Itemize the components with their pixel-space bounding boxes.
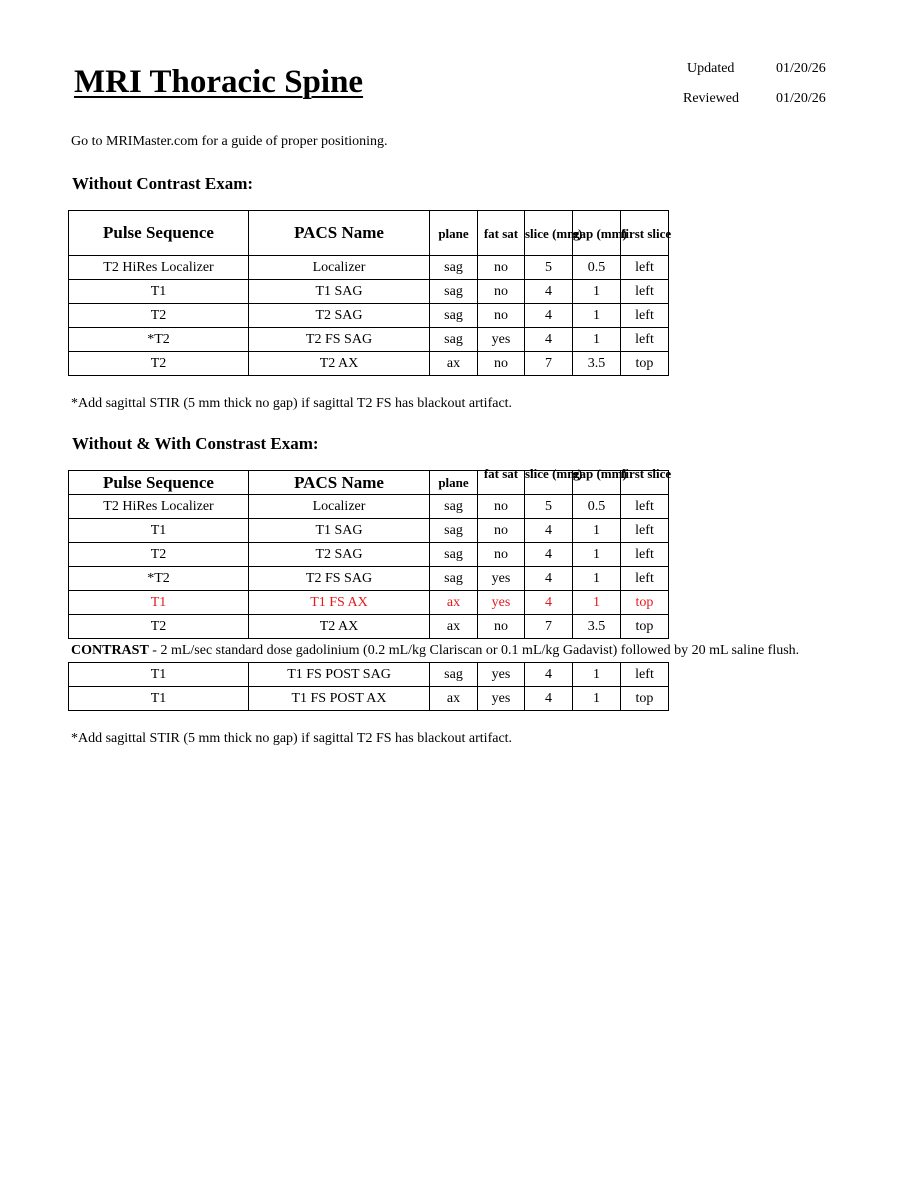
exam1-header-row [69,211,669,256]
table-row [69,495,669,519]
header-pulse-sequence: Pulse Sequence [69,471,249,495]
cell-pacs-name: T2 AX [249,352,430,376]
cell-plane: sag [430,567,478,591]
cell-plane: ax [430,687,478,711]
cell-fat-sat: yes [478,567,525,591]
cell-first-slice: left [621,567,669,591]
table-row [69,543,669,567]
table-row [69,256,669,280]
cell-fat-sat: no [478,352,525,376]
exam1-rows [69,256,669,376]
header-gap-text: gap (mm) [573,466,627,481]
cell-plane: sag [430,495,478,519]
cell-pacs-name: T2 AX [249,615,430,639]
cell-pulse-sequence: *T2 [69,567,249,591]
cell-gap: 1 [573,663,621,687]
cell-fat-sat: yes [478,687,525,711]
cell-first-slice: top [621,687,669,711]
cell-slice: 4 [525,663,573,687]
cell-pulse-sequence: T2 [69,615,249,639]
cell-slice: 7 [525,615,573,639]
cell-pacs-name: T1 FS AX [249,591,430,615]
cell-slice: 4 [525,304,573,328]
cell-pulse-sequence: T1 [69,591,249,615]
cell-first-slice: left [621,495,669,519]
cell-pulse-sequence: *T2 [69,328,249,352]
cell-slice: 4 [525,687,573,711]
exam1-table [68,210,672,376]
cell-fat-sat: yes [478,328,525,352]
cell-gap: 1 [573,304,621,328]
cell-slice: 4 [525,328,573,352]
header-fat-sat-text: fat sat [483,466,519,481]
cell-gap: 1 [573,591,621,615]
header-gap: gap (mm) [573,211,621,256]
table-row [69,304,669,328]
cell-pacs-name: T2 SAG [249,543,430,567]
cell-plane: ax [430,615,478,639]
cell-pulse-sequence: T1 [69,663,249,687]
cell-first-slice: top [621,615,669,639]
cell-plane: sag [430,519,478,543]
header-fat-sat [478,466,525,495]
reviewed-label: Reviewed [683,91,739,106]
cell-gap: 0.5 [573,495,621,519]
cell-first-slice: left [621,663,669,687]
header-plane: plane [430,211,478,256]
header-pulse-sequence: Pulse Sequence [69,211,249,256]
cell-slice: 5 [525,495,573,519]
reviewed-date: 01/20/26 [776,91,826,106]
cell-gap: 0.5 [573,256,621,280]
exam2-post-table [68,662,669,711]
header-plane: plane [430,471,478,495]
updated-label: Updated [687,61,735,76]
header-gap [573,466,627,495]
cell-pacs-name: T1 FS POST SAG [249,663,430,687]
cell-pacs-name: T2 SAG [249,304,430,328]
cell-fat-sat: no [478,495,525,519]
header-first-slice [621,466,672,495]
cell-fat-sat: no [478,615,525,639]
table-row [69,687,669,711]
exam2-post-rows [69,663,669,711]
cell-gap: 1 [573,519,621,543]
cell-first-slice: left [621,304,669,328]
exam2-heading: Without & With Constrast Exam: [72,434,319,453]
cell-pacs-name: T1 SAG [249,280,430,304]
page-title: MRI Thoracic Spine [74,64,364,100]
contrast-label: CONTRAST [71,643,149,658]
cell-pacs-name: Localizer [249,495,430,519]
header-slice: slice (mm) [525,211,573,256]
header-first-slice: first slice [621,211,669,256]
cell-slice: 4 [525,280,573,304]
cell-pulse-sequence: T2 HiRes Localizer [69,495,249,519]
cell-slice: 5 [525,256,573,280]
header-slice-text: slice (mm) [525,466,583,481]
cell-gap: 1 [573,328,621,352]
cell-fat-sat: yes [478,663,525,687]
contrast-text: - 2 mL/sec standard dose gadolinium (0.2 mL/kg Clariscan or 0.1 mL/kg Gadavist) followed by 20 mL saline flush. [148,643,800,658]
table-row [69,280,669,304]
cell-pulse-sequence: T1 [69,519,249,543]
cell-first-slice: left [621,328,669,352]
header-fat-sat: fat sat [478,211,525,256]
cell-pulse-sequence: T2 [69,304,249,328]
cell-pulse-sequence: T1 [69,687,249,711]
header-pacs-name: PACS Name [249,471,430,495]
exam2-note: *Add sagittal STIR (5 mm thick no gap) if sagittal T2 FS has blackout artifact. [71,731,513,746]
cell-first-slice: top [621,352,669,376]
cell-slice: 4 [525,519,573,543]
exam2-header-row [69,471,669,495]
header-first-slice-text: first slice [621,466,672,481]
cell-gap: 3.5 [573,615,621,639]
cell-fat-sat: yes [478,591,525,615]
table-row [69,567,669,591]
cell-plane: sag [430,280,478,304]
table-row [69,615,669,639]
cell-gap: 1 [573,543,621,567]
cell-slice: 4 [525,591,573,615]
cell-gap: 1 [573,280,621,304]
exam2-rows [69,495,669,639]
cell-pulse-sequence: T2 [69,352,249,376]
cell-plane: sag [430,304,478,328]
cell-pulse-sequence: T2 HiRes Localizer [69,256,249,280]
cell-plane: sag [430,663,478,687]
cell-fat-sat: no [478,543,525,567]
intro-text: Go to MRIMaster.com for a guide of proper positioning. [71,134,388,149]
cell-plane: ax [430,352,478,376]
exam1-heading: Without Contrast Exam: [72,174,254,193]
cell-fat-sat: no [478,280,525,304]
exam1-note: *Add sagittal STIR (5 mm thick no gap) if sagittal T2 FS has blackout artifact. [71,396,513,411]
cell-fat-sat: no [478,519,525,543]
cell-plane: sag [430,256,478,280]
cell-first-slice: left [621,519,669,543]
cell-pulse-sequence: T1 [69,280,249,304]
cell-fat-sat: no [478,256,525,280]
cell-gap: 1 [573,687,621,711]
cell-slice: 7 [525,352,573,376]
cell-plane: ax [430,591,478,615]
cell-gap: 1 [573,567,621,591]
cell-plane: sag [430,328,478,352]
table-row [69,663,669,687]
cell-first-slice: top [621,591,669,615]
contrast-instructions [71,643,799,659]
cell-first-slice: left [621,543,669,567]
table-row [69,328,669,352]
cell-pacs-name: Localizer [249,256,430,280]
cell-pulse-sequence: T2 [69,543,249,567]
table-row [69,352,669,376]
cell-pacs-name: T1 FS POST AX [249,687,430,711]
cell-pacs-name: T2 FS SAG [249,567,430,591]
table-row [69,591,669,615]
table-row [69,519,669,543]
exam2-table [68,466,672,639]
cell-first-slice: left [621,280,669,304]
cell-pacs-name: T1 SAG [249,519,430,543]
cell-gap: 3.5 [573,352,621,376]
header-pacs-name: PACS Name [249,211,430,256]
updated-date: 01/20/26 [776,61,826,76]
cell-slice: 4 [525,543,573,567]
cell-slice: 4 [525,567,573,591]
cell-plane: sag [430,543,478,567]
header-slice [525,466,583,495]
cell-first-slice: left [621,256,669,280]
cell-fat-sat: no [478,304,525,328]
cell-pacs-name: T2 FS SAG [249,328,430,352]
